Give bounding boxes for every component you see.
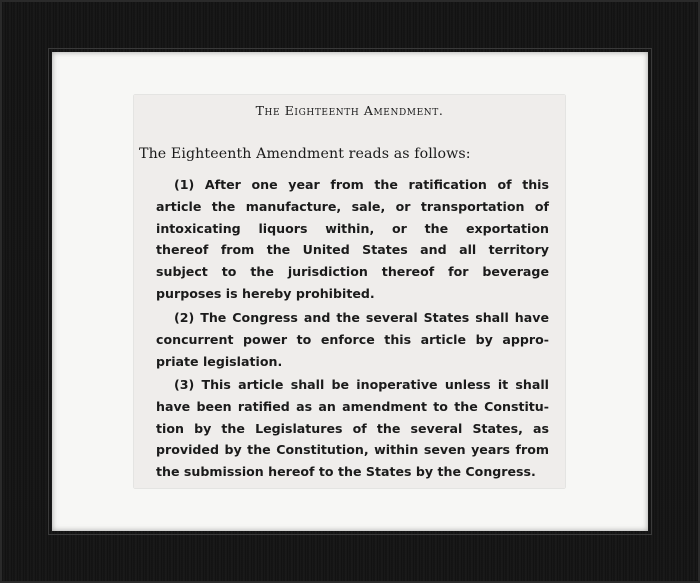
article-section-3 — [156, 374, 549, 483]
document-page — [134, 95, 565, 488]
article-line: subject to the jurisdiction thereof for beverage — [156, 264, 549, 280]
article-line: (1) After one year from the ratification of this — [174, 177, 549, 192]
article-line: (2) The Congress and the several States shall have — [174, 310, 549, 325]
article-line: provided by the Constitution, within seven years from — [156, 442, 549, 458]
article-line: priate legislation. — [156, 353, 283, 369]
document-intro: The Eighteenth Amendment reads as follows: — [139, 146, 471, 162]
article-section-2 — [156, 307, 549, 372]
article-line: thereof from the United States and all territory — [156, 242, 549, 258]
article-section-1 — [156, 174, 549, 305]
article-line: purposes is hereby prohibited. — [156, 285, 375, 301]
article-line: article the manufacture, sale, or transportation of — [156, 198, 549, 214]
article-line: the submission hereof to the States by the Congress. — [156, 464, 536, 480]
article-line: concurrent power to enforce this article by appro- — [156, 331, 549, 347]
document-heading: The Eighteenth Amendment. — [255, 103, 444, 118]
article-line: have been ratified as an amendment to the Constitu- — [156, 398, 549, 414]
article-line: intoxicating liquors within, or the exportation — [156, 220, 549, 236]
article-line: (3) This article shall be inoperative unless it shall — [174, 377, 549, 392]
article-line: tion by the Legislatures of the several States, as — [156, 420, 549, 436]
